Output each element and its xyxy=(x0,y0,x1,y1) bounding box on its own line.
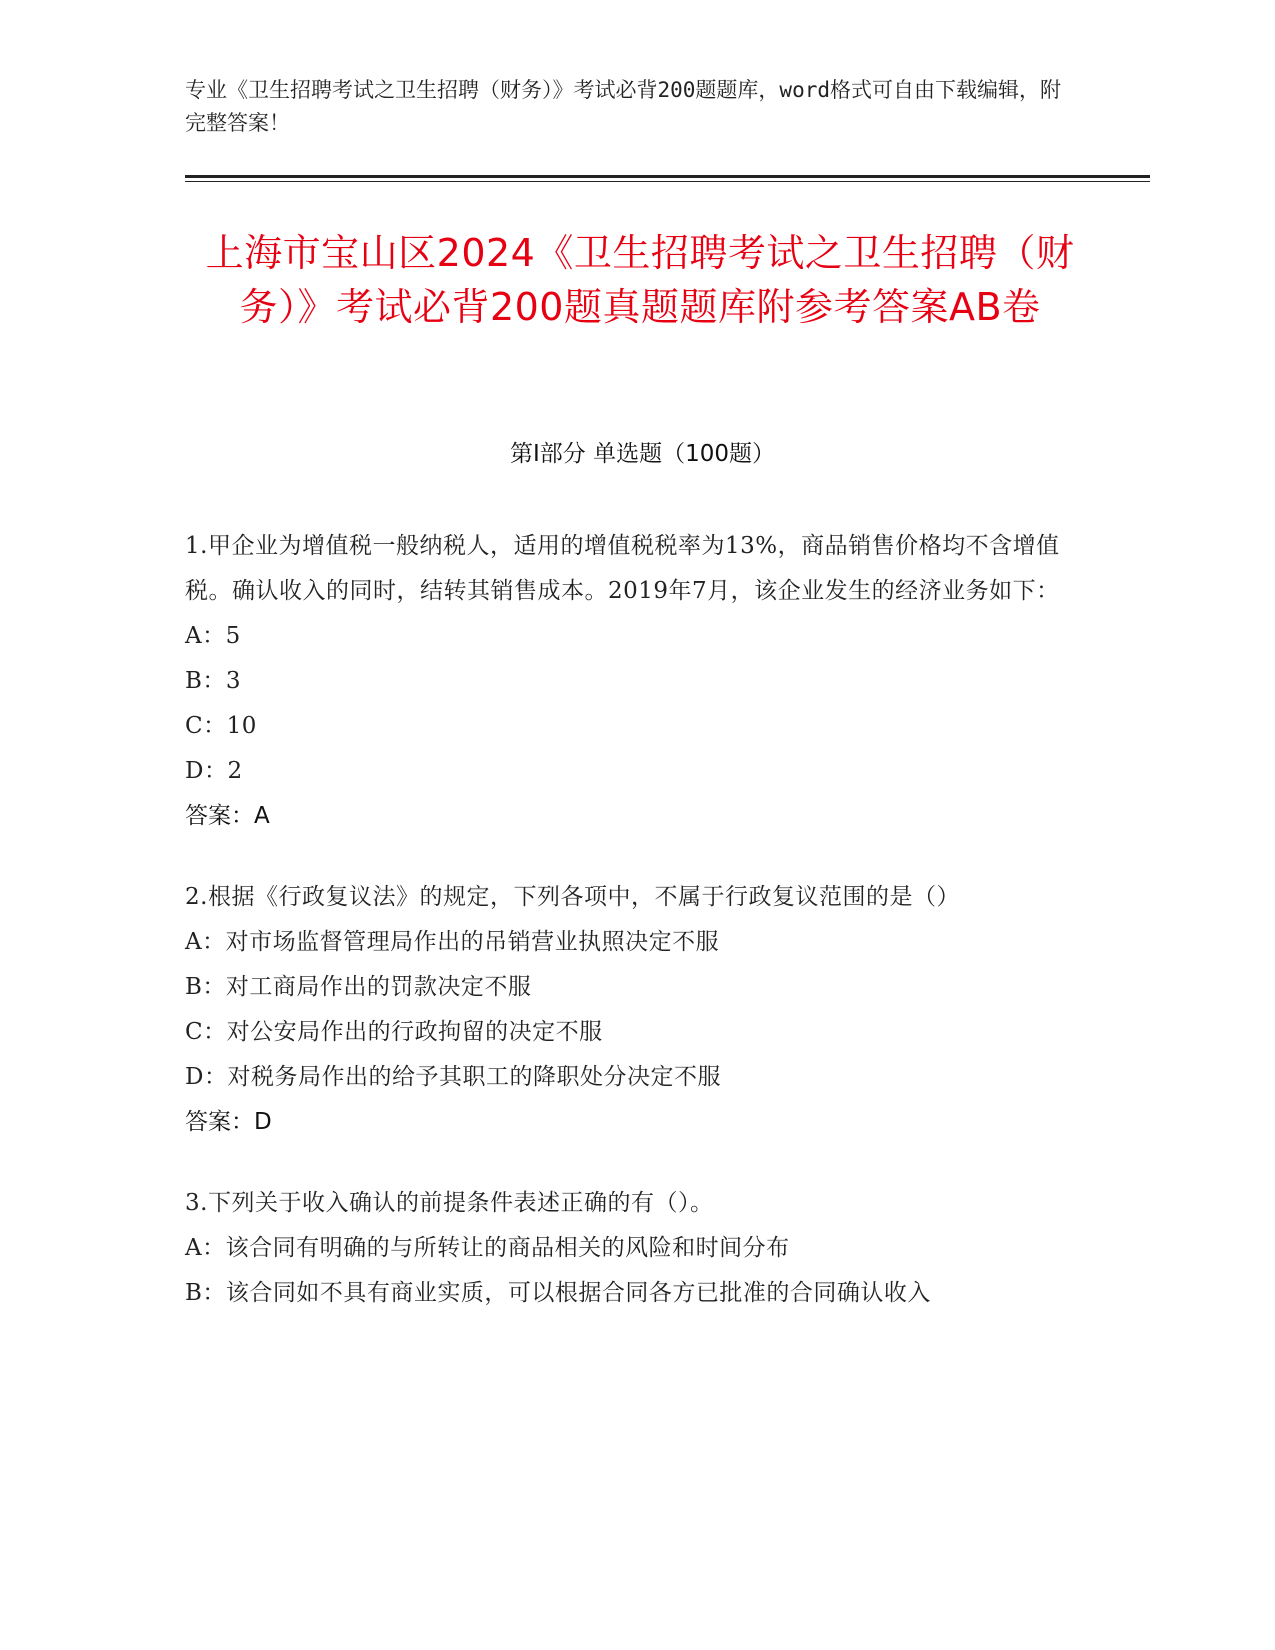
option-b: B：3 xyxy=(185,668,242,694)
question-stem: 1.甲企业为增值税一般纳税人，适用的增值税税率为13%，商品销售价格均不含增值税。确认收入的同时，结转其销售成本。2019年7月，该企业发生的经济业务如下： xyxy=(185,533,1060,604)
header-note: 专业《卫生招聘考试之卫生招聘（财务）》考试必背200题题库，word格式可自由下载编辑，附完整答案！ xyxy=(185,78,1061,135)
option-a: A：该合同有明确的与所转让的商品相关的风险和时间分布 xyxy=(185,1235,790,1261)
option-b: B：该合同如不具有商业实质，可以根据合同各方已批准的合同确认收入 xyxy=(185,1280,931,1306)
option-d: D：对税务局作出的给予其职工的降职处分决定不服 xyxy=(185,1064,721,1090)
option-b: B：对工商局作出的罚款决定不服 xyxy=(185,974,532,1000)
document-title: 上海市宝山区2024《卫生招聘考试之卫生招聘（财务）》考试必背200题真题题库附参考答案AB卷 xyxy=(205,231,1075,329)
question-1 xyxy=(185,524,1085,839)
answer: 答案：D xyxy=(185,1109,272,1135)
option-a: A：对市场监督管理局作出的吊销营业执照决定不服 xyxy=(185,929,720,955)
question-stem: 2.根据《行政复议法》的规定，下列各项中，不属于行政复议范围的是（） xyxy=(185,884,960,910)
question-3 xyxy=(185,1181,1085,1316)
question-list xyxy=(185,524,1085,1352)
section-heading: 第I部分 单选题（100题） xyxy=(510,441,775,467)
question-stem: 3.下列关于收入确认的前提条件表述正确的有（）。 xyxy=(185,1190,714,1216)
option-c: C：对公安局作出的行政拘留的决定不服 xyxy=(185,1019,603,1045)
header-divider-thin xyxy=(185,181,1150,182)
answer: 答案：A xyxy=(185,803,270,829)
option-a: A：5 xyxy=(185,623,241,649)
option-c: C：10 xyxy=(185,713,257,739)
header-divider-thick xyxy=(185,175,1150,178)
option-d: D：2 xyxy=(185,758,243,784)
question-2 xyxy=(185,875,1085,1145)
